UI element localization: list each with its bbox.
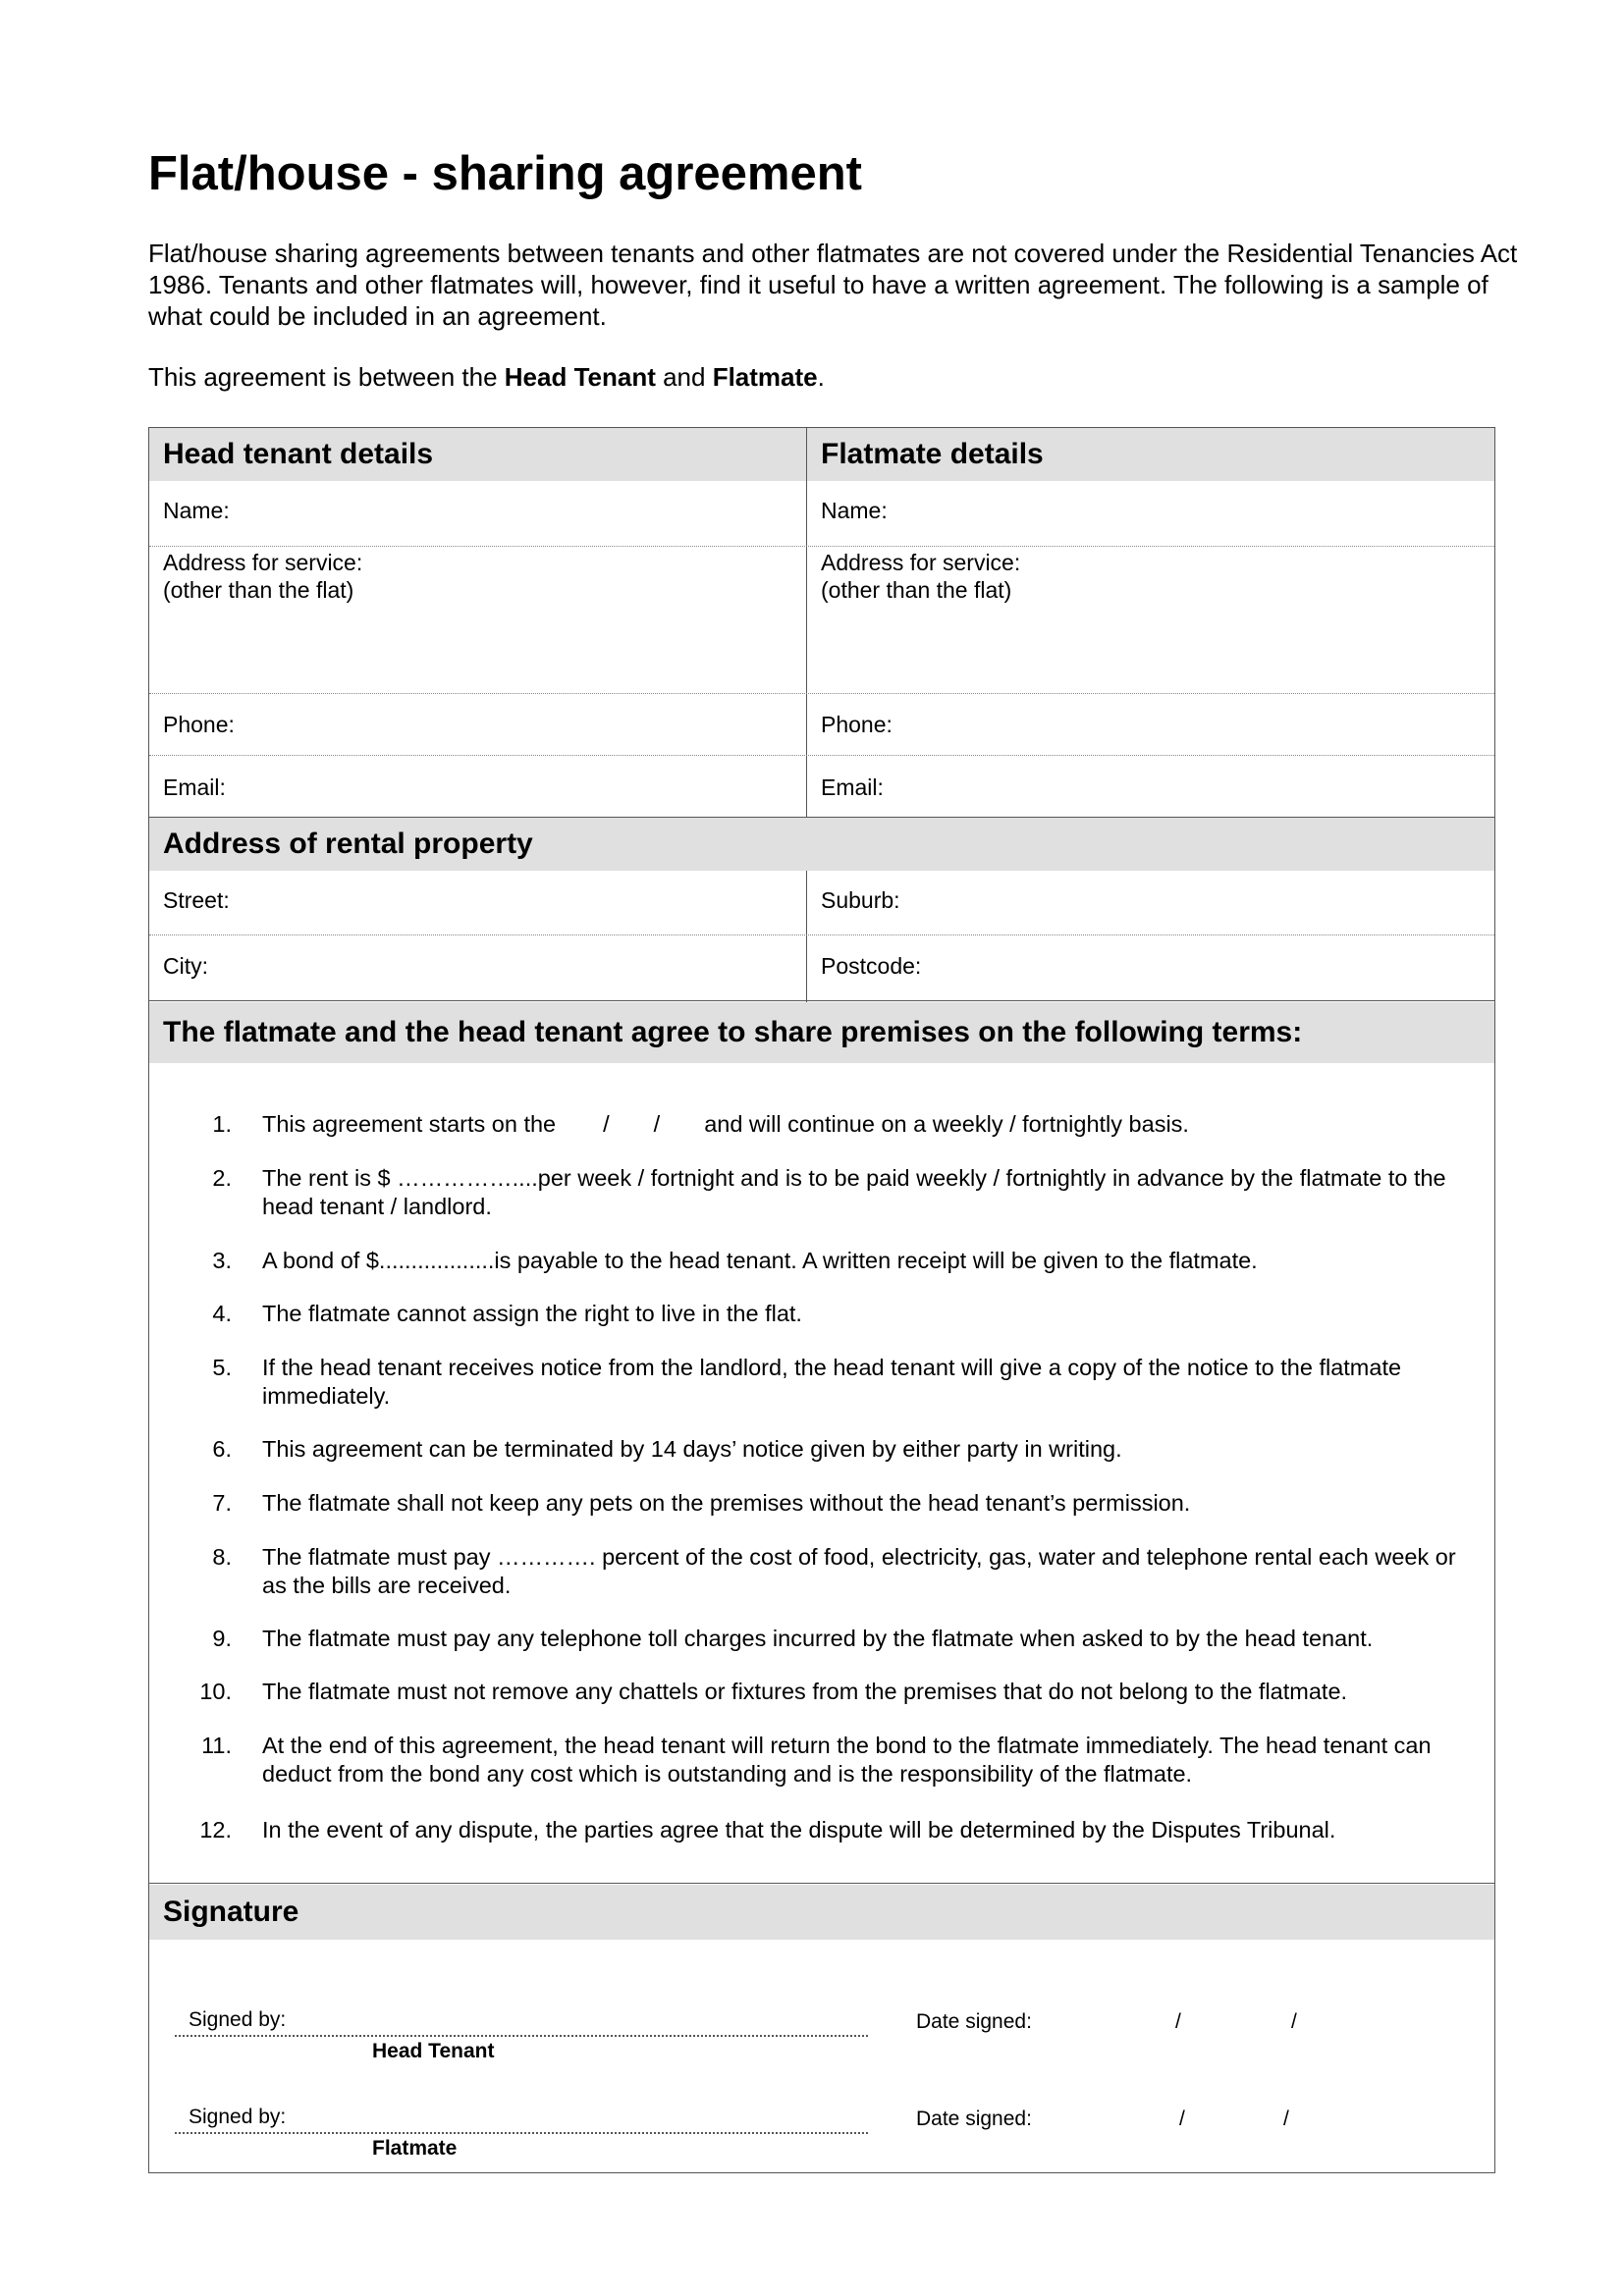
term-text: The flatmate must pay any telephone toll charges incurred by the flatmate when asked to by the head tenant. [262,1626,1374,1651]
details-column-divider [806,428,807,823]
signature-header-band [149,1885,1494,1940]
parties-suffix: . [817,362,825,392]
term-text: The flatmate must not remove any chattels or fixtures from the premises that do not belong to the flatmate. [262,1679,1348,1704]
head-tenant-address-label: Address for service: [163,550,363,575]
term-number: 5. [212,1355,232,1380]
section-divider [149,1883,1494,1884]
divider [149,755,1494,756]
terms-heading: The flatmate and the head tenant agree to share premises on the following terms: [163,1016,1303,1048]
term-text: The flatmate shall not keep any pets on the premises without the head tenant’s permission. [262,1490,1191,1516]
term-text: This agreement starts on the / / and will continue on a weekly / fortnightly basis. [262,1111,1189,1137]
divider [149,546,1494,547]
flatmate-signed-by-label: Signed by: [189,2106,287,2128]
flatmate-name-field[interactable]: Name: [821,498,888,523]
parties-head-tenant: Head Tenant [504,362,656,392]
term-text: This agreement can be terminated by 14 days’ notice given by either party in writing. [262,1436,1122,1462]
head-tenant-signed-by-label: Signed by: [189,2008,287,2031]
intro-paragraph: Flat/house sharing agreements between tenants and other flatmates are not covered under the Residential Tenancies Act 1986. Tenants and other flatmates will, however, find it useful to have a written agreement. The following is a sample of what could be included in an agreement. [148,239,1518,331]
term-number: 7. [212,1490,232,1516]
term-text: A bond of $..................is payable to the head tenant. A written receipt will be given to the flatmate. [262,1248,1258,1273]
head-tenant-address-field[interactable] [163,549,362,604]
term-text: At the end of this agreement, the head tenant will return the bond to the flatmate immediately. The head tenant can deduct from the bond any cost which is outstanding and is the responsibility of the flatmate. [262,1733,1432,1787]
flatmate-phone-field[interactable]: Phone: [821,712,893,737]
head-tenant-date-label: Date signed: [916,2010,1032,2033]
flatmate-address-note: (other than the flat) [821,577,1012,603]
term-number: 10. [199,1679,232,1704]
term-text: The flatmate cannot assign the right to live in the flat. [262,1301,802,1326]
head-tenant-signature-line[interactable] [175,2035,868,2037]
date-separator: / [1283,2108,1289,2130]
term-number: 4. [212,1301,232,1326]
term-number: 6. [212,1436,232,1462]
head-tenant-details-heading: Head tenant details [163,438,434,470]
head-tenant-name-field[interactable]: Name: [163,498,230,523]
city-field[interactable]: City: [163,953,208,979]
term-number: 2. [212,1165,232,1191]
flatmate-date-label: Date signed: [916,2108,1032,2130]
term-text: The rent is $ ……………....per week / fortnight and is to be paid weekly / fortnightly in advance by the flatmate to the head tenant / landlord. [262,1165,1446,1219]
property-column-divider [806,871,807,1002]
page-title: Flat/house - sharing agreement [148,147,862,200]
street-field[interactable]: Street: [163,887,230,913]
term-number: 9. [212,1626,232,1651]
head-tenant-address-note: (other than the flat) [163,577,354,603]
date-separator: / [1291,2010,1297,2033]
head-tenant-phone-field[interactable]: Phone: [163,712,235,737]
divider [149,693,1494,694]
term-text: If the head tenant receives notice from the landlord, the head tenant will give a copy of the notice to the flatmate immediately. [262,1355,1402,1409]
flatmate-details-heading: Flatmate details [821,438,1044,470]
parties-flatmate: Flatmate [712,362,818,392]
signature-heading: Signature [163,1896,299,1928]
agreement-form [148,427,1495,2173]
flatmate-signature-line[interactable] [175,2132,868,2134]
head-tenant-email-field[interactable]: Email: [163,774,226,800]
term-number: 1. [212,1111,232,1137]
flatmate-role-label: Flatmate [372,2137,458,2160]
date-separator: / [1179,2108,1185,2130]
parties-and: and [655,362,713,392]
term-number: 11. [201,1733,232,1758]
postcode-field[interactable]: Postcode: [821,953,922,979]
suburb-field[interactable]: Suburb: [821,887,900,913]
term-number: 3. [212,1248,232,1273]
section-divider [149,1000,1494,1001]
term-text: The flatmate must pay …………. percent of the cost of food, electricity, gas, water and telephone rental each week or as the bills are received. [262,1544,1456,1598]
term-number: 12. [199,1817,232,1842]
date-separator: / [1175,2010,1181,2033]
head-tenant-role-label: Head Tenant [372,2040,495,2062]
parties-statement [148,361,825,393]
divider [149,934,1494,935]
term-number: 8. [212,1544,232,1570]
flatmate-address-label: Address for service: [821,550,1021,575]
flatmate-address-field[interactable] [821,549,1020,604]
parties-prefix: This agreement is between the [148,362,505,392]
flatmate-email-field[interactable]: Email: [821,774,884,800]
term-text: In the event of any dispute, the parties agree that the dispute will be determined by the Disputes Tribunal. [262,1817,1336,1842]
rental-property-heading: Address of rental property [163,828,533,860]
